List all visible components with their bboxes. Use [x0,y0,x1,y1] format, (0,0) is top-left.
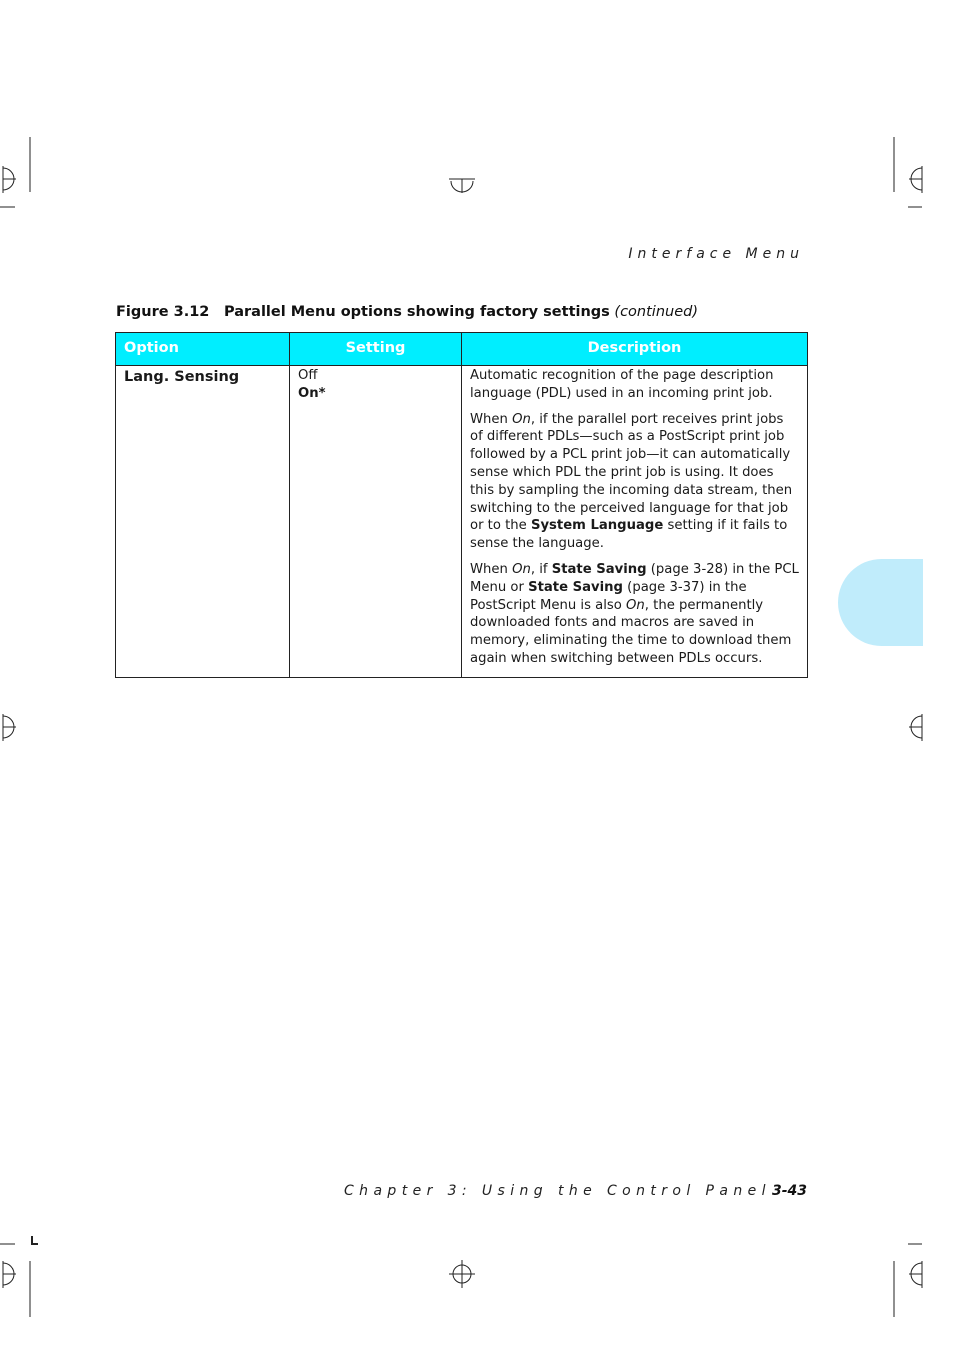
desc-bold-term: State Saving [528,579,623,595]
description-cell [462,366,808,678]
desc-emphasis: On [512,411,531,427]
description-paragraph-3 [470,561,799,668]
desc-emphasis: On [626,597,645,613]
page-number: 3-43 [771,1183,807,1199]
figure-continued: (continued) [614,304,698,320]
desc-text: , if [530,561,552,577]
figure-caption [116,304,816,320]
column-header-setting: Setting [290,333,462,366]
desc-text: (page 3-28) in the PCL Menu or [470,561,799,595]
desc-bold-term: System Language [530,518,664,534]
footer-chapter-title: Chapter 3: Using the Control Panel [344,1183,771,1199]
setting-off: Off [298,368,318,383]
figure-title: Parallel Menu options showing factory settings [224,304,610,320]
setting-on-default: On* [298,385,326,401]
desc-bold-term: State Saving [551,561,647,577]
parallel-menu-table [115,332,808,678]
setting-values [290,366,462,678]
option-name: Lang. Sensing [116,366,290,678]
description-paragraph-1: Automatic recognition of the page description language (PDL) used in an incoming print job. [470,368,774,401]
chapter-tab-marker [838,559,923,646]
corner-mark [32,1236,38,1244]
desc-text: When [470,411,513,427]
desc-text: (page 3-37) in the PostScript Menu is also [470,579,747,613]
desc-emphasis: On [512,561,531,577]
table-header-row [116,333,808,366]
table-row [116,366,808,678]
desc-text: , if the parallel port receives print jobs of different PDLs—such as a PostScript print job followed by a PCL print job—it can automatically sense which PDL the print job is using. It does this by sampling the incoming data stream, then switching to the perceived language for that job or to the [470,411,793,534]
desc-text: When [470,561,513,577]
figure-number: Figure 3.12 [116,304,210,320]
description-paragraph-2 [470,411,799,553]
desc-text: setting if it fails to sense the language. [470,518,788,552]
running-header: Interface Menu [628,246,804,262]
column-header-description: Description [462,333,808,366]
column-header-option: Option [116,333,290,366]
desc-text: , the permanently downloaded fonts and macros are saved in memory, eliminating the time to download them again when switching between PDLs occurs. [470,597,792,666]
